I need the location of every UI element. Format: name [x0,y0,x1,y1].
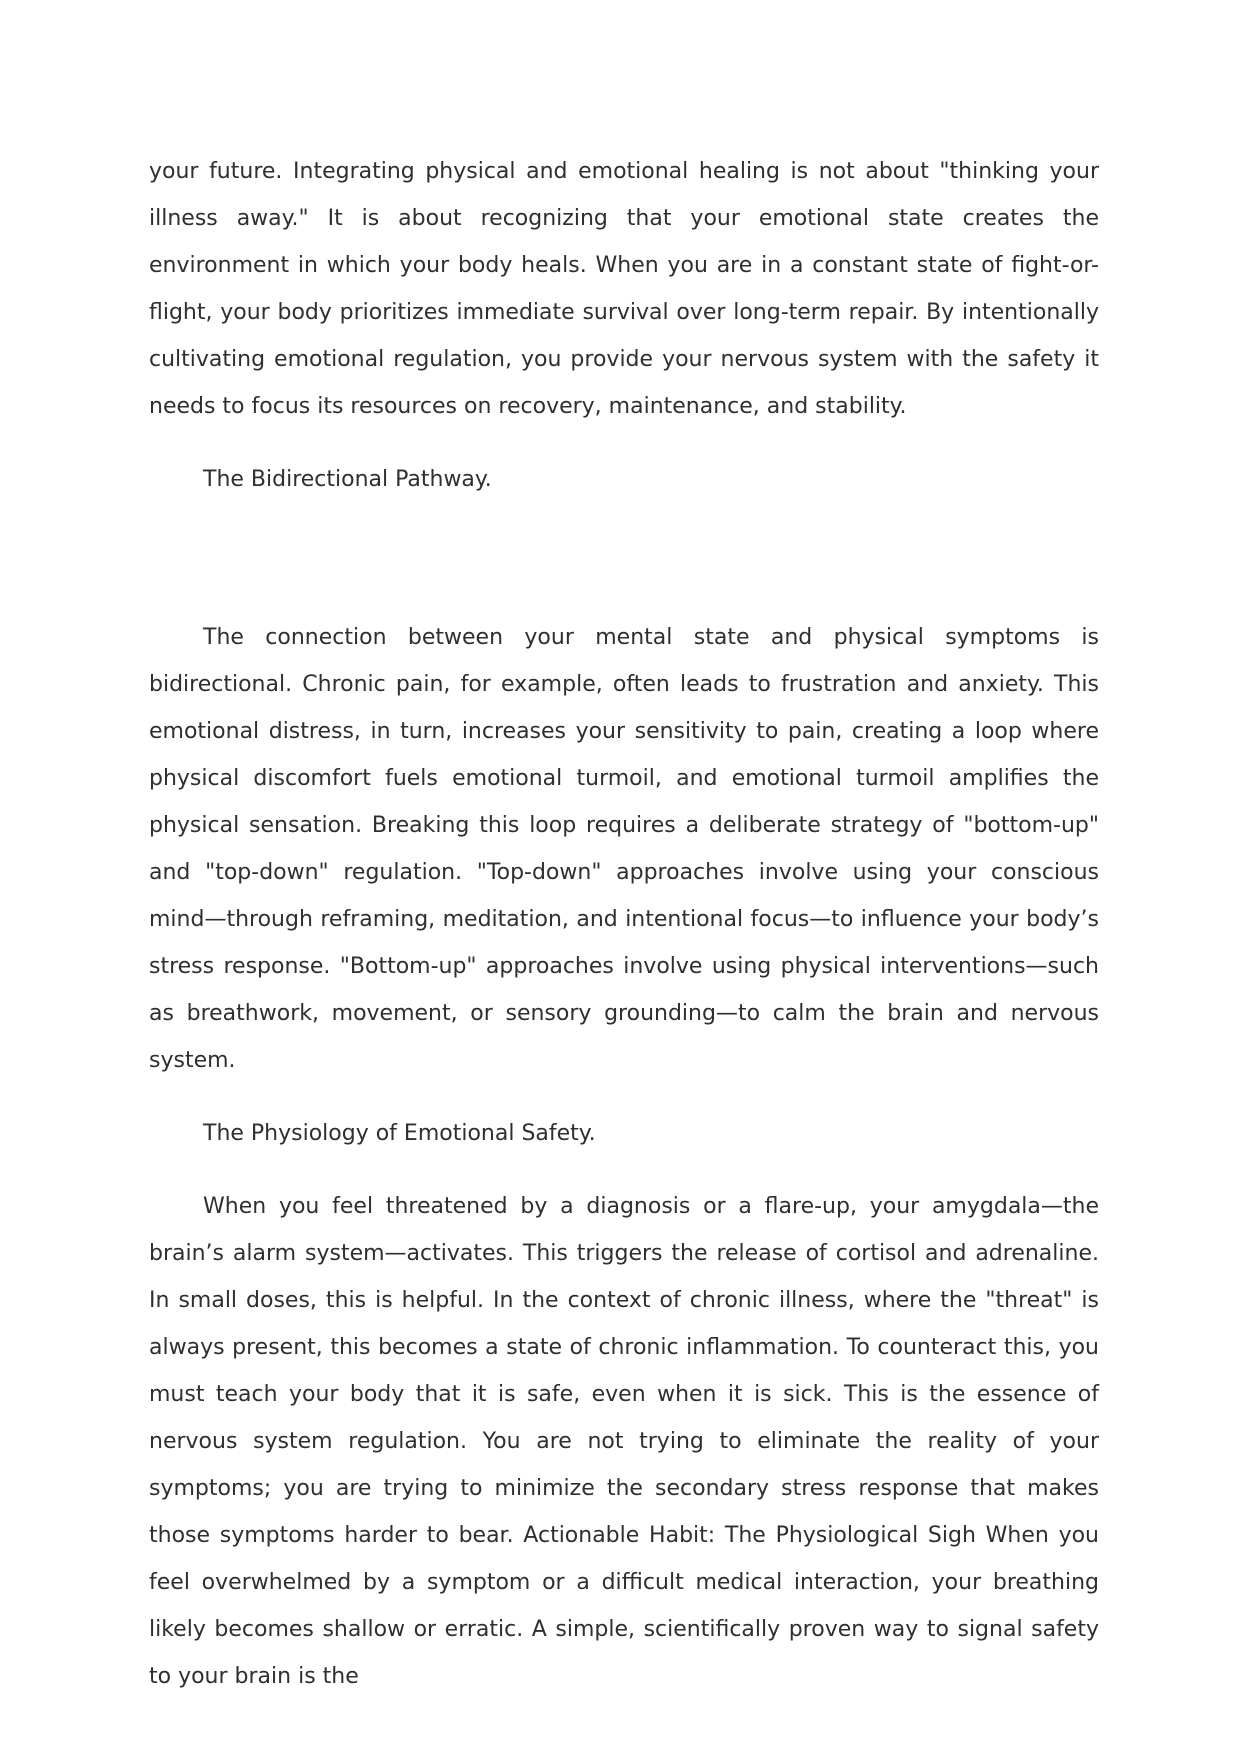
page-body [149,148,1099,1700]
spacer [149,430,1099,456]
paragraph-intro: your future. Integrating physical and emotional healing is not about "thinking your illness away." It is about recognizing that your emotional state creates the environment in which your body heals. When you are in a constant state of fight-or-flight, your body prioritizes immediate survival over long-term repair. By intentionally cultivating emotional regulation, you provide your nervous system with the safety it needs to focus its resources on recovery, maintenance, and stability. [149,159,1099,419]
spacer [149,1157,1099,1183]
paragraph-physiology: When you feel threatened by a diagnosis or a flare-up, your amygdala—the brain’s alarm system—activates. This triggers the release of cortisol and adrenaline. In small doses, this is helpful. In the context of chronic illness, where the "threat" is always present, this becomes a state of chronic inflammation. To counteract this, you must teach your body that it is safe, even when it is sick. This is the essence of nervous system regulation. You are not trying to eliminate the reality of your symptoms; you are trying to minimize the secondary stress response that makes those symptoms harder to bear. Actionable Habit: The Physiological Sigh When you feel overwhelmed by a symptom or a difficult medical interaction, your breathing likely becomes shallow or erratic. A simple, scientifically proven way to signal safety to your brain is the [149,1194,1099,1689]
spacer [149,1084,1099,1110]
paragraph-bidirectional: The connection between your mental state and physical symptoms is bidirectional. Chronic pain, for example, often leads to frustration and anxiety. This emotional distress, in turn, increases your sensitivity to pain, creating a loop where physical discomfort fuels emotional turmoil, and emotional turmoil amplifies the physical sensation. Breaking this loop requires a deliberate strategy of "bottom-up" and "top-down" regulation. "Top-down" approaches involve using your conscious mind—through reframing, meditation, and intentional focus—to influence your body’s stress response. "Bottom-up" approaches involve using physical interventions—such as breathwork, movement, or sensory grounding—to calm the brain and nervous system. [149,625,1099,1073]
section-heading-physiology: The Physiology of Emotional Safety. [203,1121,596,1146]
section-heading-bidirectional: The Bidirectional Pathway. [203,467,492,492]
spacer [149,503,1099,614]
